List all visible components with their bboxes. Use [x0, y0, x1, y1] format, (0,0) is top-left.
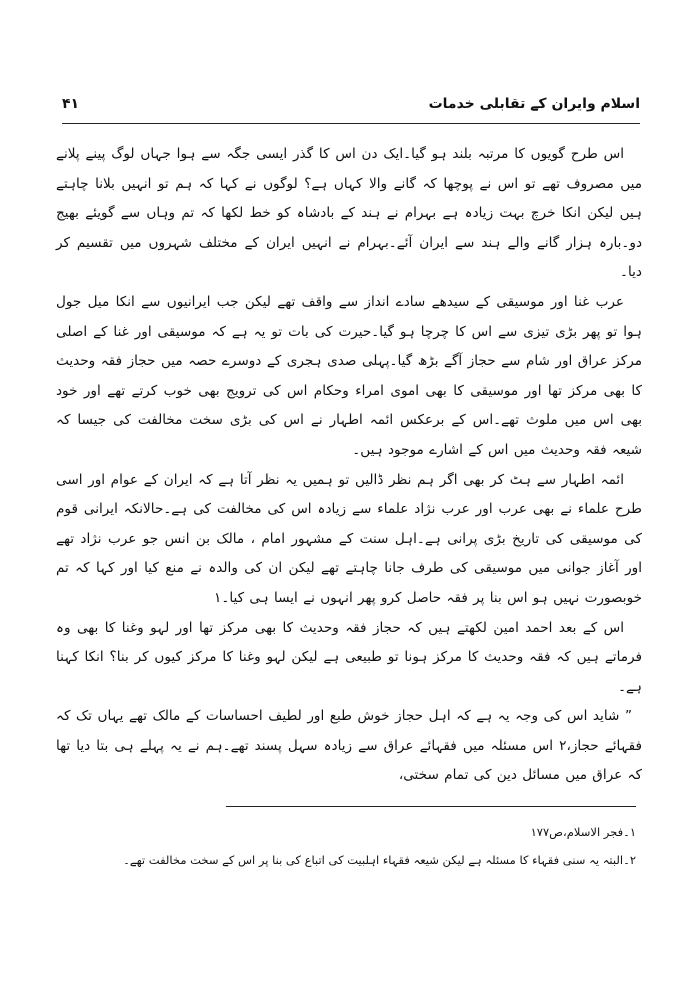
footnotes — [90, 818, 636, 874]
page-number: ۴۱ — [62, 96, 80, 112]
paragraph-4: اس کے بعد احمد امین لکھتے ہیں کہ حجاز فقہ وحدیث کا بھی مرکز تھا اور لہو وغنا کا بھی وہ فرماتے ہیں کہ فقہ وحدیث کا مرکز ہونا تو طبیعی ہے لیکن لہو وغنا کا مرکز کیوں کر بنا؟ انکا کہنا ہے۔ — [56, 619, 642, 695]
footnote-1: ۱۔فجر الاسلام،ص۱۷۷ — [530, 825, 636, 839]
body-text — [56, 140, 642, 791]
running-header — [62, 92, 640, 122]
paragraph-2: عرب غنا اور موسیقی کے سیدھے سادے انداز سے واقف تھے لیکن جب ایرانیوں سے انکا میل جول ہوا تو پھر بڑی تیزی سے اس کا چرچا ہو گیا۔حیرت کی بات تو یہ ہے کہ موسیقی اور غنا کے اصلی مرکز عراق اور شام سے حجاز آگے بڑھ گیا۔پہلی صدی ہجری کے دوسرے حصہ میں حجاز فقہ وحدیث کا بھی مرکز تھا اور موسیقی کا بھی اموی امراء وحکام اس کی ترویج بھی خوب کرتے تھے اور خود بھی اس میں ملوث تھے۔اس کے برعکس ائمہ اطہار نے اس کی بڑی سخت مخالفت کی جیسا کہ شیعہ فقہ وحدیث میں اس کے اشارے موجود ہیں۔ — [56, 293, 642, 458]
paragraph-1: اس طرح گویوں کا مرتبہ بلند ہو گیا۔ایک دن اس کا گذر ایسی جگہ سے ہوا جہاں لوگ پینے پلانے میں مصروف تھے تو اس نے پوچھا کہ گانے والا کہاں ہے؟ لوگوں نے کہا کہ ہم تو انہیں بلانا چاہتے ہیں لیکن انکا خرچ بہت زیادہ ہے بہرام نے ہند کے بادشاہ کو خط لکھا کہ تم وہاں سے گویئے بھیج دو۔بارہ ہزار گانے والے ہند سے ایران آئے۔بہرام نے انہیں ایران کے مختلف شہروں میں تقسیم کر دیا۔ — [56, 146, 642, 281]
paragraph-5-quote: ” شاید اس کی وجہ یہ ہے کہ اہل حجاز خوش طبع اور لطیف احساسات کے مالک تھے یہاں تک کہ فقہائے حجاز،۲ اس مسئلہ میں فقہائے عراق سے زیادہ سہل پسند تھے۔ہم نے یہ پہلے ہی بتا دیا تھا کہ عراق میں مسائل دین کی تمام سختی، — [56, 708, 642, 784]
running-title: اسلام وایران کے تقابلی خدمات — [428, 96, 640, 112]
paragraph-3: ائمہ اطہار سے ہٹ کر بھی اگر ہم نظر ڈالیں تو ہمیں یہ نظر آتا ہے کہ ایران کے عوام اور اسی طرح علماء نے بھی عرب اور عرب نژاد علماء سے زیادہ اس کی مخالفت کی ہے۔حالانکہ ایرانی قوم کی موسیقی کی تاریخ بڑی پرانی ہے۔اہل سنت کے مشہور امام ، مالک بن انس جو عرب نژاد تھے اور آغاز جوانی میں موسیقی کی طرف جانا چاہتے تھے لیکن ان کی والدہ نے منع کیا اور کہا کہ تم خوبصورت نہیں ہو اس بنا پر فقہ حاصل کرو پھر انہوں نے ایسا ہی کیا۔۱ — [56, 471, 642, 606]
footnote-separator — [226, 806, 636, 807]
header-rule — [62, 123, 640, 124]
footnote-2: ۲۔البتہ یہ سنی فقہاء کا مسئلہ ہے لیکن شیعہ فقہاء اہلبیت کی اتباع کی بنا پر اس کے سخت مخالفت تھے۔ — [123, 853, 636, 867]
